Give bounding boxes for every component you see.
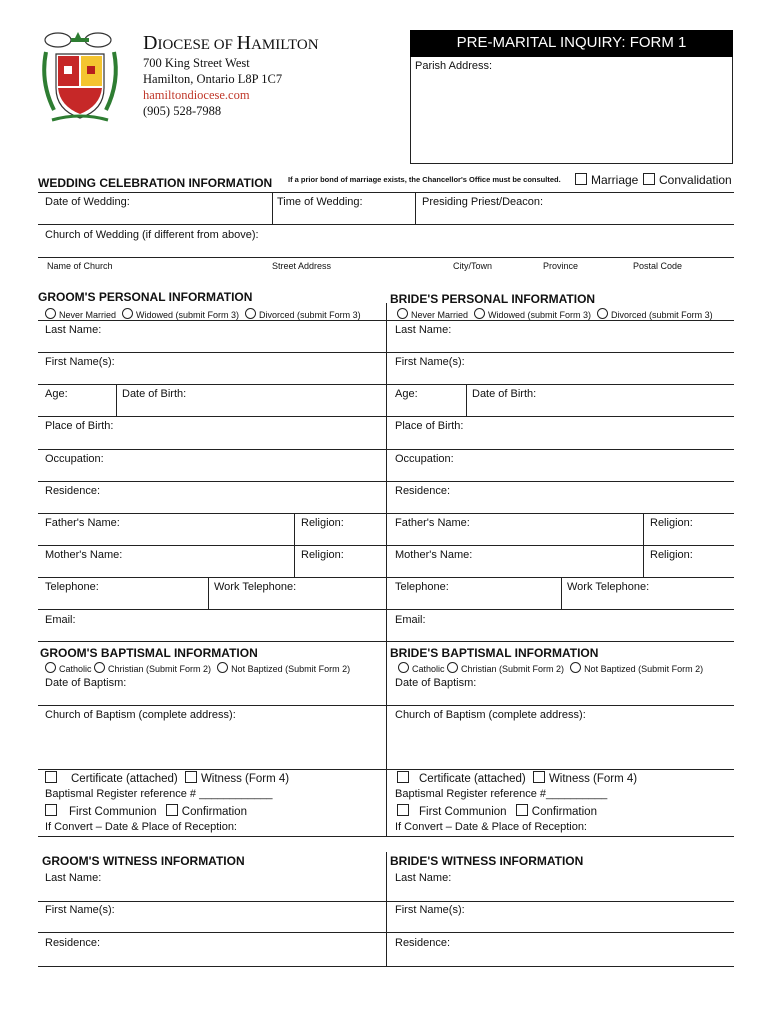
groom-never-married-radio[interactable] (45, 308, 56, 319)
city-town-caption: City/Town (453, 261, 493, 271)
time-of-wedding-field[interactable]: Time of Wedding: (277, 196, 363, 208)
groom-work-telephone-field[interactable]: Work Telephone: (214, 581, 297, 593)
groom-witness-first-names-field[interactable]: First Name(s): (45, 904, 115, 916)
convalidation-checkbox[interactable] (643, 173, 655, 185)
bride-certificate-checkbox[interactable] (397, 771, 409, 783)
parish-address-label: Parish Address: (415, 60, 493, 72)
groom-witness-title: GROOM'S WITNESS INFORMATION (42, 854, 245, 868)
groom-confirmation-checkbox[interactable] (166, 804, 178, 816)
bride-baptismal-title: BRIDE'S BAPTISMAL INFORMATION (390, 646, 599, 660)
bride-mother-religion-field[interactable]: Religion: (650, 549, 693, 561)
bride-residence-field[interactable]: Residence: (395, 485, 451, 497)
groom-register-reference-field[interactable]: Baptismal Register reference # ____________ (45, 788, 273, 800)
groom-divorced-radio[interactable] (245, 308, 256, 319)
bride-certificate-witness[interactable]: Certificate (attached) Witness (Form 4) (397, 771, 637, 785)
groom-first-communion-checkbox[interactable] (45, 804, 57, 816)
groom-marital-status[interactable]: Never Married Widowed (submit Form 3) Divorced (submit Form 3) (45, 308, 361, 320)
bride-place-of-birth-field[interactable]: Place of Birth: (395, 420, 464, 432)
marriage-option[interactable]: Marriage (575, 173, 638, 187)
groom-first-names-field[interactable]: First Name(s): (45, 356, 115, 368)
bride-divorced-radio[interactable] (597, 308, 608, 319)
name-of-church-caption: Name of Church (47, 261, 113, 271)
bride-age-field[interactable]: Age: (395, 388, 418, 400)
groom-date-of-baptism-field[interactable]: Date of Baptism: (45, 677, 127, 689)
bride-witness-last-name-field[interactable]: Last Name: (395, 872, 452, 884)
bride-father-religion-field[interactable]: Religion: (650, 517, 693, 529)
groom-church-of-baptism-field[interactable]: Church of Baptism (complete address): (45, 709, 236, 721)
groom-convert-field[interactable]: If Convert – Date & Place of Reception: (45, 821, 237, 833)
groom-residence-field[interactable]: Residence: (45, 485, 101, 497)
province-caption: Province (543, 261, 579, 271)
bride-telephone-field[interactable]: Telephone: (395, 581, 449, 593)
bride-church-of-baptism-field[interactable]: Church of Baptism (complete address): (395, 709, 586, 721)
bride-witness-first-names-field[interactable]: First Name(s): (395, 904, 465, 916)
bride-confirmation-checkbox[interactable] (516, 804, 528, 816)
groom-father-religion-field[interactable]: Religion: (301, 517, 344, 529)
groom-not-baptized-radio[interactable] (217, 662, 228, 673)
bride-witness-title: BRIDE'S WITNESS INFORMATION (390, 854, 584, 868)
date-of-wedding-field[interactable]: Date of Wedding: (45, 196, 130, 208)
marriage-checkbox[interactable] (575, 173, 587, 185)
groom-place-of-birth-field[interactable]: Place of Birth: (45, 420, 114, 432)
bride-first-communion-checkbox[interactable] (397, 804, 409, 816)
prior-bond-note: If a prior bond of marriage exists, the Chancellor's Office must be consulted. (288, 175, 561, 184)
groom-personal-title: GROOM'S PERSONAL INFORMATION (38, 290, 253, 304)
groom-witness-last-name-field[interactable]: Last Name: (45, 872, 102, 884)
address-line-1: 700 King Street West (143, 56, 250, 70)
groom-age-field[interactable]: Age: (45, 388, 68, 400)
groom-baptismal-title: GROOM'S BAPTISMAL INFORMATION (40, 646, 258, 660)
parish-address-box[interactable] (410, 57, 733, 164)
bride-widowed-radio[interactable] (474, 308, 485, 319)
groom-mother-religion-field[interactable]: Religion: (301, 549, 344, 561)
groom-catholic-radio[interactable] (45, 662, 56, 673)
bride-mothers-name-field[interactable]: Mother's Name: (395, 549, 473, 561)
groom-certificate-witness[interactable]: Certificate (attached) Witness (Form 4) (45, 771, 289, 785)
groom-sacraments[interactable]: First Communion Confirmation (45, 804, 247, 818)
convalidation-option[interactable]: Convalidation (643, 173, 732, 187)
groom-mothers-name-field[interactable]: Mother's Name: (45, 549, 123, 561)
groom-christian-radio[interactable] (94, 662, 105, 673)
bride-marital-status[interactable]: Never Married Widowed (submit Form 3) Divorced (submit Form 3) (397, 308, 713, 320)
groom-witness-checkbox[interactable] (185, 771, 197, 783)
groom-fathers-name-field[interactable]: Father's Name: (45, 517, 120, 529)
groom-dob-field[interactable]: Date of Birth: (122, 388, 187, 400)
groom-telephone-field[interactable]: Telephone: (45, 581, 99, 593)
bride-occupation-field[interactable]: Occupation: (395, 453, 454, 465)
bride-personal-title: BRIDE'S PERSONAL INFORMATION (390, 292, 596, 306)
bride-dob-field[interactable]: Date of Birth: (472, 388, 537, 400)
church-of-wedding-field[interactable]: Church of Wedding (if different from above): (45, 229, 259, 241)
bride-email-field[interactable]: Email: (395, 614, 426, 626)
postal-code-caption: Postal Code (633, 261, 683, 271)
bride-work-telephone-field[interactable]: Work Telephone: (567, 581, 650, 593)
groom-email-field[interactable]: Email: (45, 614, 76, 626)
street-address-caption: Street Address (272, 261, 332, 271)
groom-last-name-field[interactable]: Last Name: (45, 324, 102, 336)
bride-convert-field[interactable]: If Convert – Date & Place of Reception: (395, 821, 587, 833)
groom-baptism-type[interactable]: Catholic Christian (Submit Form 2) Not Baptized (Submit Form 2) (45, 662, 350, 674)
bride-fathers-name-field[interactable]: Father's Name: (395, 517, 470, 529)
address-line-2: Hamilton, Ontario L8P 1C7 (143, 72, 283, 86)
website-link[interactable]: hamiltondiocese.com (143, 88, 250, 102)
bride-baptism-type[interactable]: Catholic Christian (Submit Form 2) Not Baptized (Submit Form 2) (398, 662, 703, 674)
bride-witness-residence-field[interactable]: Residence: (395, 937, 451, 949)
bride-first-names-field[interactable]: First Name(s): (395, 356, 465, 368)
groom-witness-residence-field[interactable]: Residence: (45, 937, 101, 949)
wedding-section-title: WEDDING CELEBRATION INFORMATION (38, 176, 273, 190)
bride-witness-checkbox[interactable] (533, 771, 545, 783)
diocese-crest (42, 26, 124, 128)
bride-not-baptized-radio[interactable] (570, 662, 581, 673)
presiding-priest-field[interactable]: Presiding Priest/Deacon: (422, 196, 544, 208)
groom-certificate-checkbox[interactable] (45, 771, 57, 783)
diocese-name: DIOCESE OF HAMILTON (143, 32, 319, 54)
bride-catholic-radio[interactable] (398, 662, 409, 673)
bride-register-reference-field[interactable]: Baptismal Register reference #__________ (395, 788, 608, 800)
bride-christian-radio[interactable] (447, 662, 458, 673)
bride-sacraments[interactable]: First Communion Confirmation (397, 804, 597, 818)
groom-widowed-radio[interactable] (122, 308, 133, 319)
groom-occupation-field[interactable]: Occupation: (45, 453, 104, 465)
phone-number: (905) 528-7988 (143, 104, 222, 118)
form-title: PRE-MARITAL INQUIRY: FORM 1 (456, 34, 687, 51)
bride-date-of-baptism-field[interactable]: Date of Baptism: (395, 677, 477, 689)
bride-last-name-field[interactable]: Last Name: (395, 324, 452, 336)
bride-never-married-radio[interactable] (397, 308, 408, 319)
